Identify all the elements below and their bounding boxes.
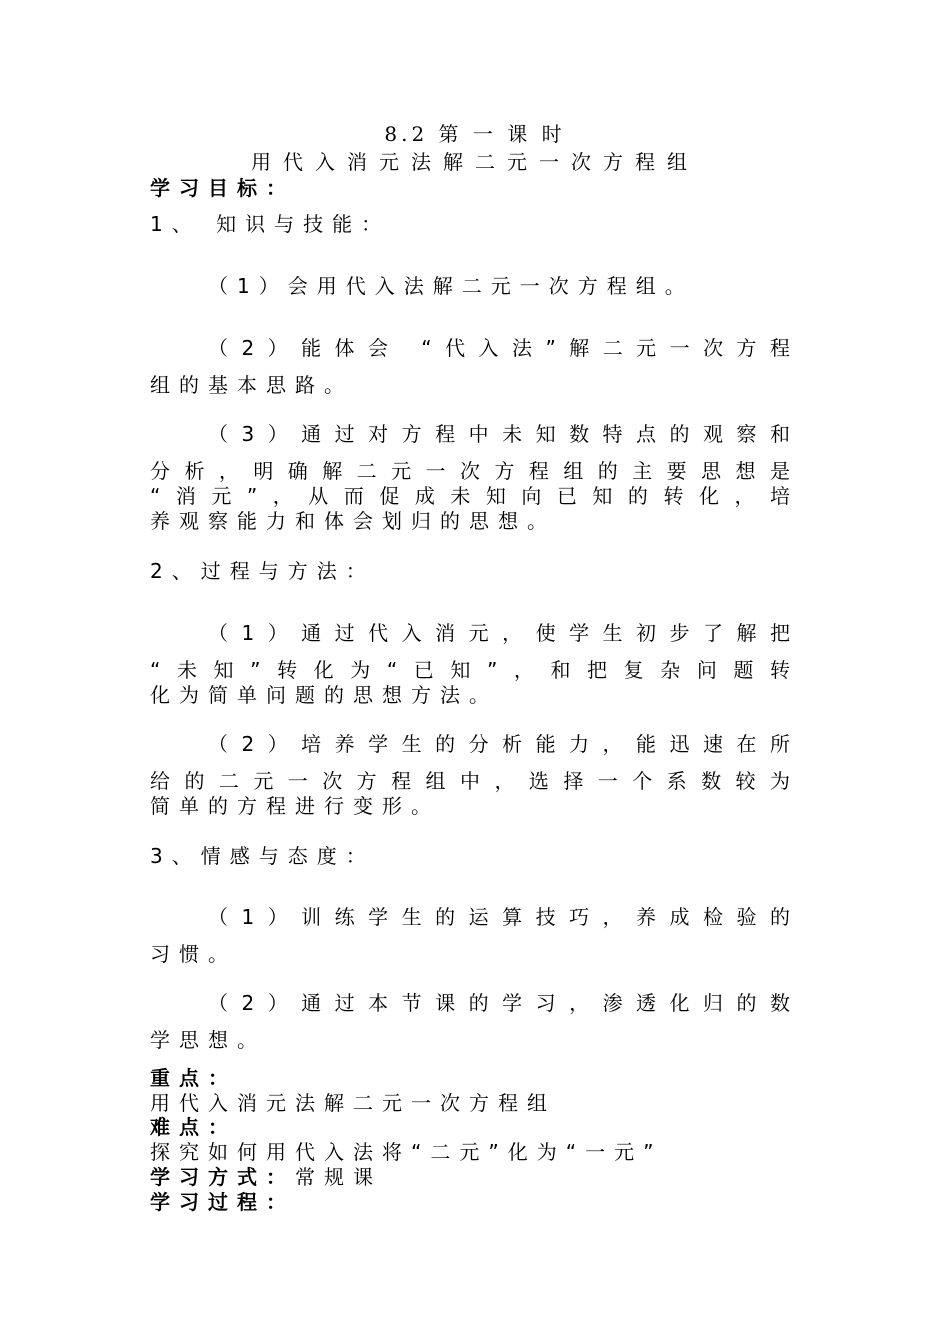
method-label: 学习方式：	[150, 1165, 295, 1189]
section3-heading: 3、情感与态度：	[150, 844, 375, 868]
section1-item2-line2: 组的基本思路。	[150, 373, 353, 397]
method-text: 常规课	[295, 1165, 382, 1189]
section3-item1-line2: 习惯。	[150, 942, 237, 966]
section3-item2-line2: 学思想。	[150, 1028, 266, 1052]
objectives-heading: 学习目标：	[150, 176, 295, 200]
lesson-number-title: 8.2 第 一 课 时	[384, 122, 566, 146]
section1-item3-line2: 分析，明确解二元一次方程组的主要思想是	[150, 459, 790, 483]
section3-item1-line1: （1）训练学生的运算技巧，养成检验的	[208, 905, 790, 929]
section1-item3-line1: （3）通过对方程中未知数特点的观察和	[208, 422, 790, 446]
process-label: 学习过程：	[150, 1190, 295, 1214]
section1-item3-line3: “消元”，从而促成未知向已知的转化，培	[150, 484, 790, 508]
section1-item1: （1）会用代入法解二元一次方程组。	[208, 274, 694, 298]
section3-item2-line1: （2）通过本节课的学习，渗透化归的数	[208, 991, 790, 1015]
section2-item2-line1: （2）培养学生的分析能力，能迅速在所	[208, 732, 790, 756]
section2-item1-line2: “未知”转化为“已知”，和把复杂问题转	[150, 658, 790, 682]
method-row	[150, 1165, 795, 1190]
key-point-label: 重点：	[150, 1066, 237, 1090]
section1-heading: 1、 知识与技能：	[150, 212, 391, 236]
section1-item2-line1: （2）能体会 “代入法”解二元一次方程	[208, 336, 790, 360]
key-point-text: 用代入消元法解二元一次方程组	[150, 1091, 556, 1115]
section1-item3-line4: 养观察能力和体会划归的思想。	[150, 509, 556, 533]
difficulty-text: 探究如何用代入法将“二元”化为“一元”	[150, 1140, 663, 1164]
section2-heading: 2、过程与方法：	[150, 559, 375, 583]
section2-item2-line2: 给的二元一次方程组中，选择一个系数较为	[150, 769, 790, 793]
section2-item2-line3: 简单的方程进行变形。	[150, 794, 440, 818]
lesson-title: 用代入消元法解二元一次方程组	[251, 150, 699, 174]
section2-item1-line1: （1）通过代入消元，使学生初步了解把	[208, 621, 790, 645]
difficulty-label: 难点：	[150, 1115, 237, 1139]
section2-item1-line3: 化为简单问题的思想方法。	[150, 683, 498, 707]
